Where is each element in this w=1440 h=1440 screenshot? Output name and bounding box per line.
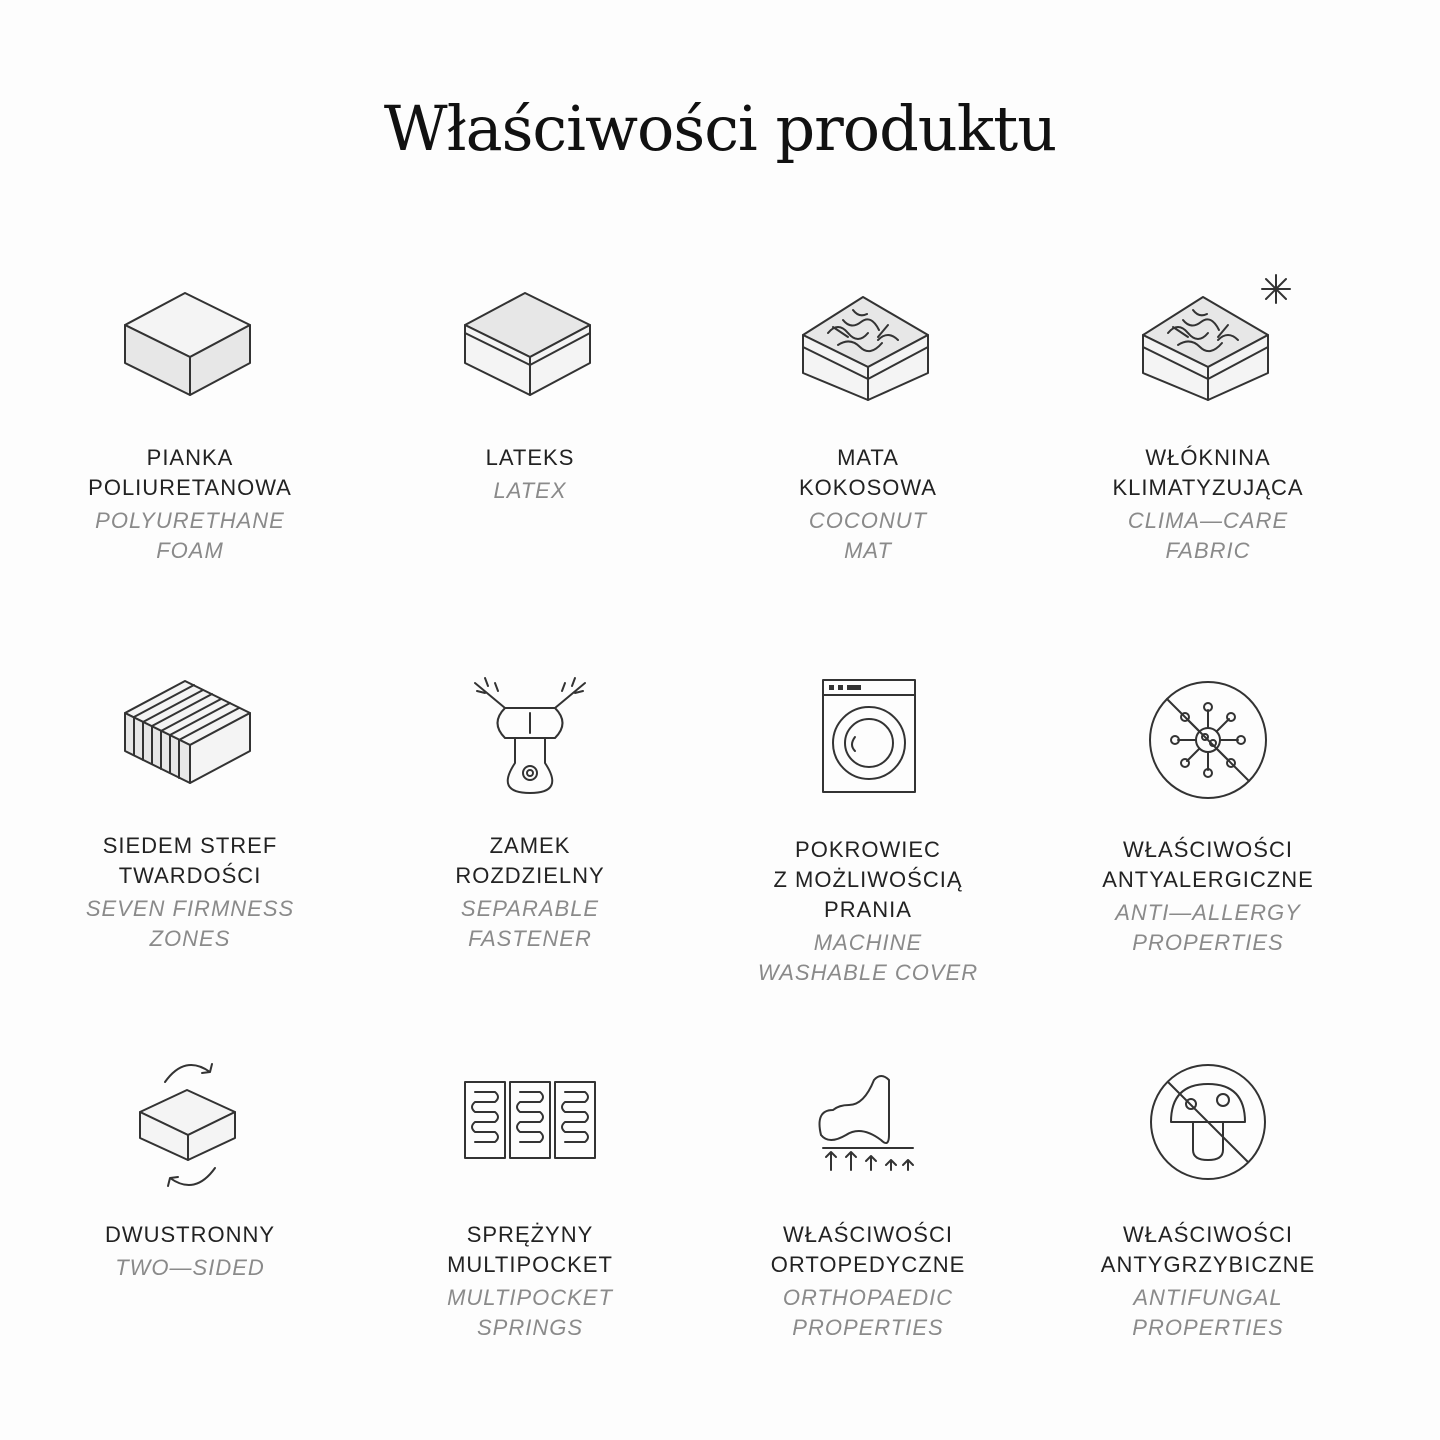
firmness-zones-icon bbox=[115, 673, 265, 803]
feature-label-en: CLIMA—CARE FABRIC bbox=[1127, 508, 1289, 563]
feature-label-pl: PIANKA POLIURETANOWA bbox=[88, 445, 292, 500]
feature-label-en: LATEX bbox=[493, 478, 567, 503]
snowflake-icon bbox=[1262, 275, 1290, 303]
antifungal-icon bbox=[1133, 1060, 1283, 1190]
feature-label-en: ORTHOPAEDIC PROPERTIES bbox=[782, 1285, 954, 1340]
pocket-springs-icon bbox=[455, 1060, 605, 1190]
washing-machine-icon bbox=[793, 675, 943, 805]
feature-orthopaedic bbox=[698, 1060, 1038, 1343]
anti-allergy-icon bbox=[1133, 675, 1283, 805]
feature-label-en: POLYURETHANE FOAM bbox=[95, 508, 285, 563]
feature-label-en: ANTI—ALLERGY PROPERTIES bbox=[1115, 900, 1301, 955]
feature-antifungal bbox=[1038, 1060, 1378, 1343]
coconut-mat-icon bbox=[793, 285, 943, 415]
feature-label-en: SEPARABLE FASTENER bbox=[460, 896, 600, 951]
feature-label-pl: WŁAŚCIWOŚCI ORTOPEDYCZNE bbox=[770, 1222, 966, 1277]
feature-latex bbox=[360, 285, 700, 506]
latex-block-icon bbox=[455, 285, 605, 415]
feature-label-pl: POKROWIEC Z MOŻLIWOŚCIĄ PRANIA bbox=[773, 837, 963, 922]
feature-label-pl: LATEKS bbox=[485, 445, 575, 470]
feature-label-en: TWO—SIDED bbox=[115, 1255, 265, 1280]
feature-label-pl: SIEDEM STREF TWARDOŚCI bbox=[102, 833, 278, 888]
orthopaedic-icon bbox=[793, 1060, 943, 1190]
feature-label-pl: ZAMEK ROZDZIELNY bbox=[455, 833, 605, 888]
zipper-icon bbox=[455, 673, 605, 803]
feature-foam bbox=[20, 285, 360, 566]
page-title: Właściwości produktu bbox=[383, 92, 1057, 165]
feature-twosided bbox=[20, 1060, 360, 1283]
feature-label-pl: SPRĘŻYNY MULTIPOCKET bbox=[447, 1222, 613, 1277]
feature-label-en: COCONUT MAT bbox=[808, 508, 928, 563]
feature-label-pl: MATA KOKOSOWA bbox=[799, 445, 937, 500]
feature-label-pl: WŁÓKNINA KLIMATYZUJĄCA bbox=[1112, 445, 1304, 500]
feature-label-en: MULTIPOCKET SPRINGS bbox=[447, 1285, 613, 1340]
feature-zipper bbox=[360, 673, 700, 954]
feature-antiallergy bbox=[1038, 675, 1378, 958]
feature-label-pl: DWUSTRONNY bbox=[104, 1222, 276, 1247]
feature-label-pl: WŁAŚCIWOŚCI ANTYALERGICZNE bbox=[1102, 837, 1314, 892]
foam-block-icon bbox=[115, 285, 265, 415]
feature-label-en: MACHINE WASHABLE COVER bbox=[757, 930, 979, 985]
feature-washable bbox=[698, 675, 1038, 988]
feature-label-en: ANTIFUNGAL PROPERTIES bbox=[1132, 1285, 1284, 1340]
feature-label-pl: WŁAŚCIWOŚCI ANTYGRZYBICZNE bbox=[1100, 1222, 1316, 1277]
feature-springs bbox=[360, 1060, 700, 1343]
feature-clima bbox=[1038, 285, 1378, 566]
feature-label-en: SEVEN FIRMNESS ZONES bbox=[85, 896, 295, 951]
feature-coconut bbox=[698, 285, 1038, 566]
two-sided-icon bbox=[115, 1060, 265, 1190]
clima-fabric-icon bbox=[1133, 285, 1283, 415]
feature-zones bbox=[20, 673, 360, 954]
